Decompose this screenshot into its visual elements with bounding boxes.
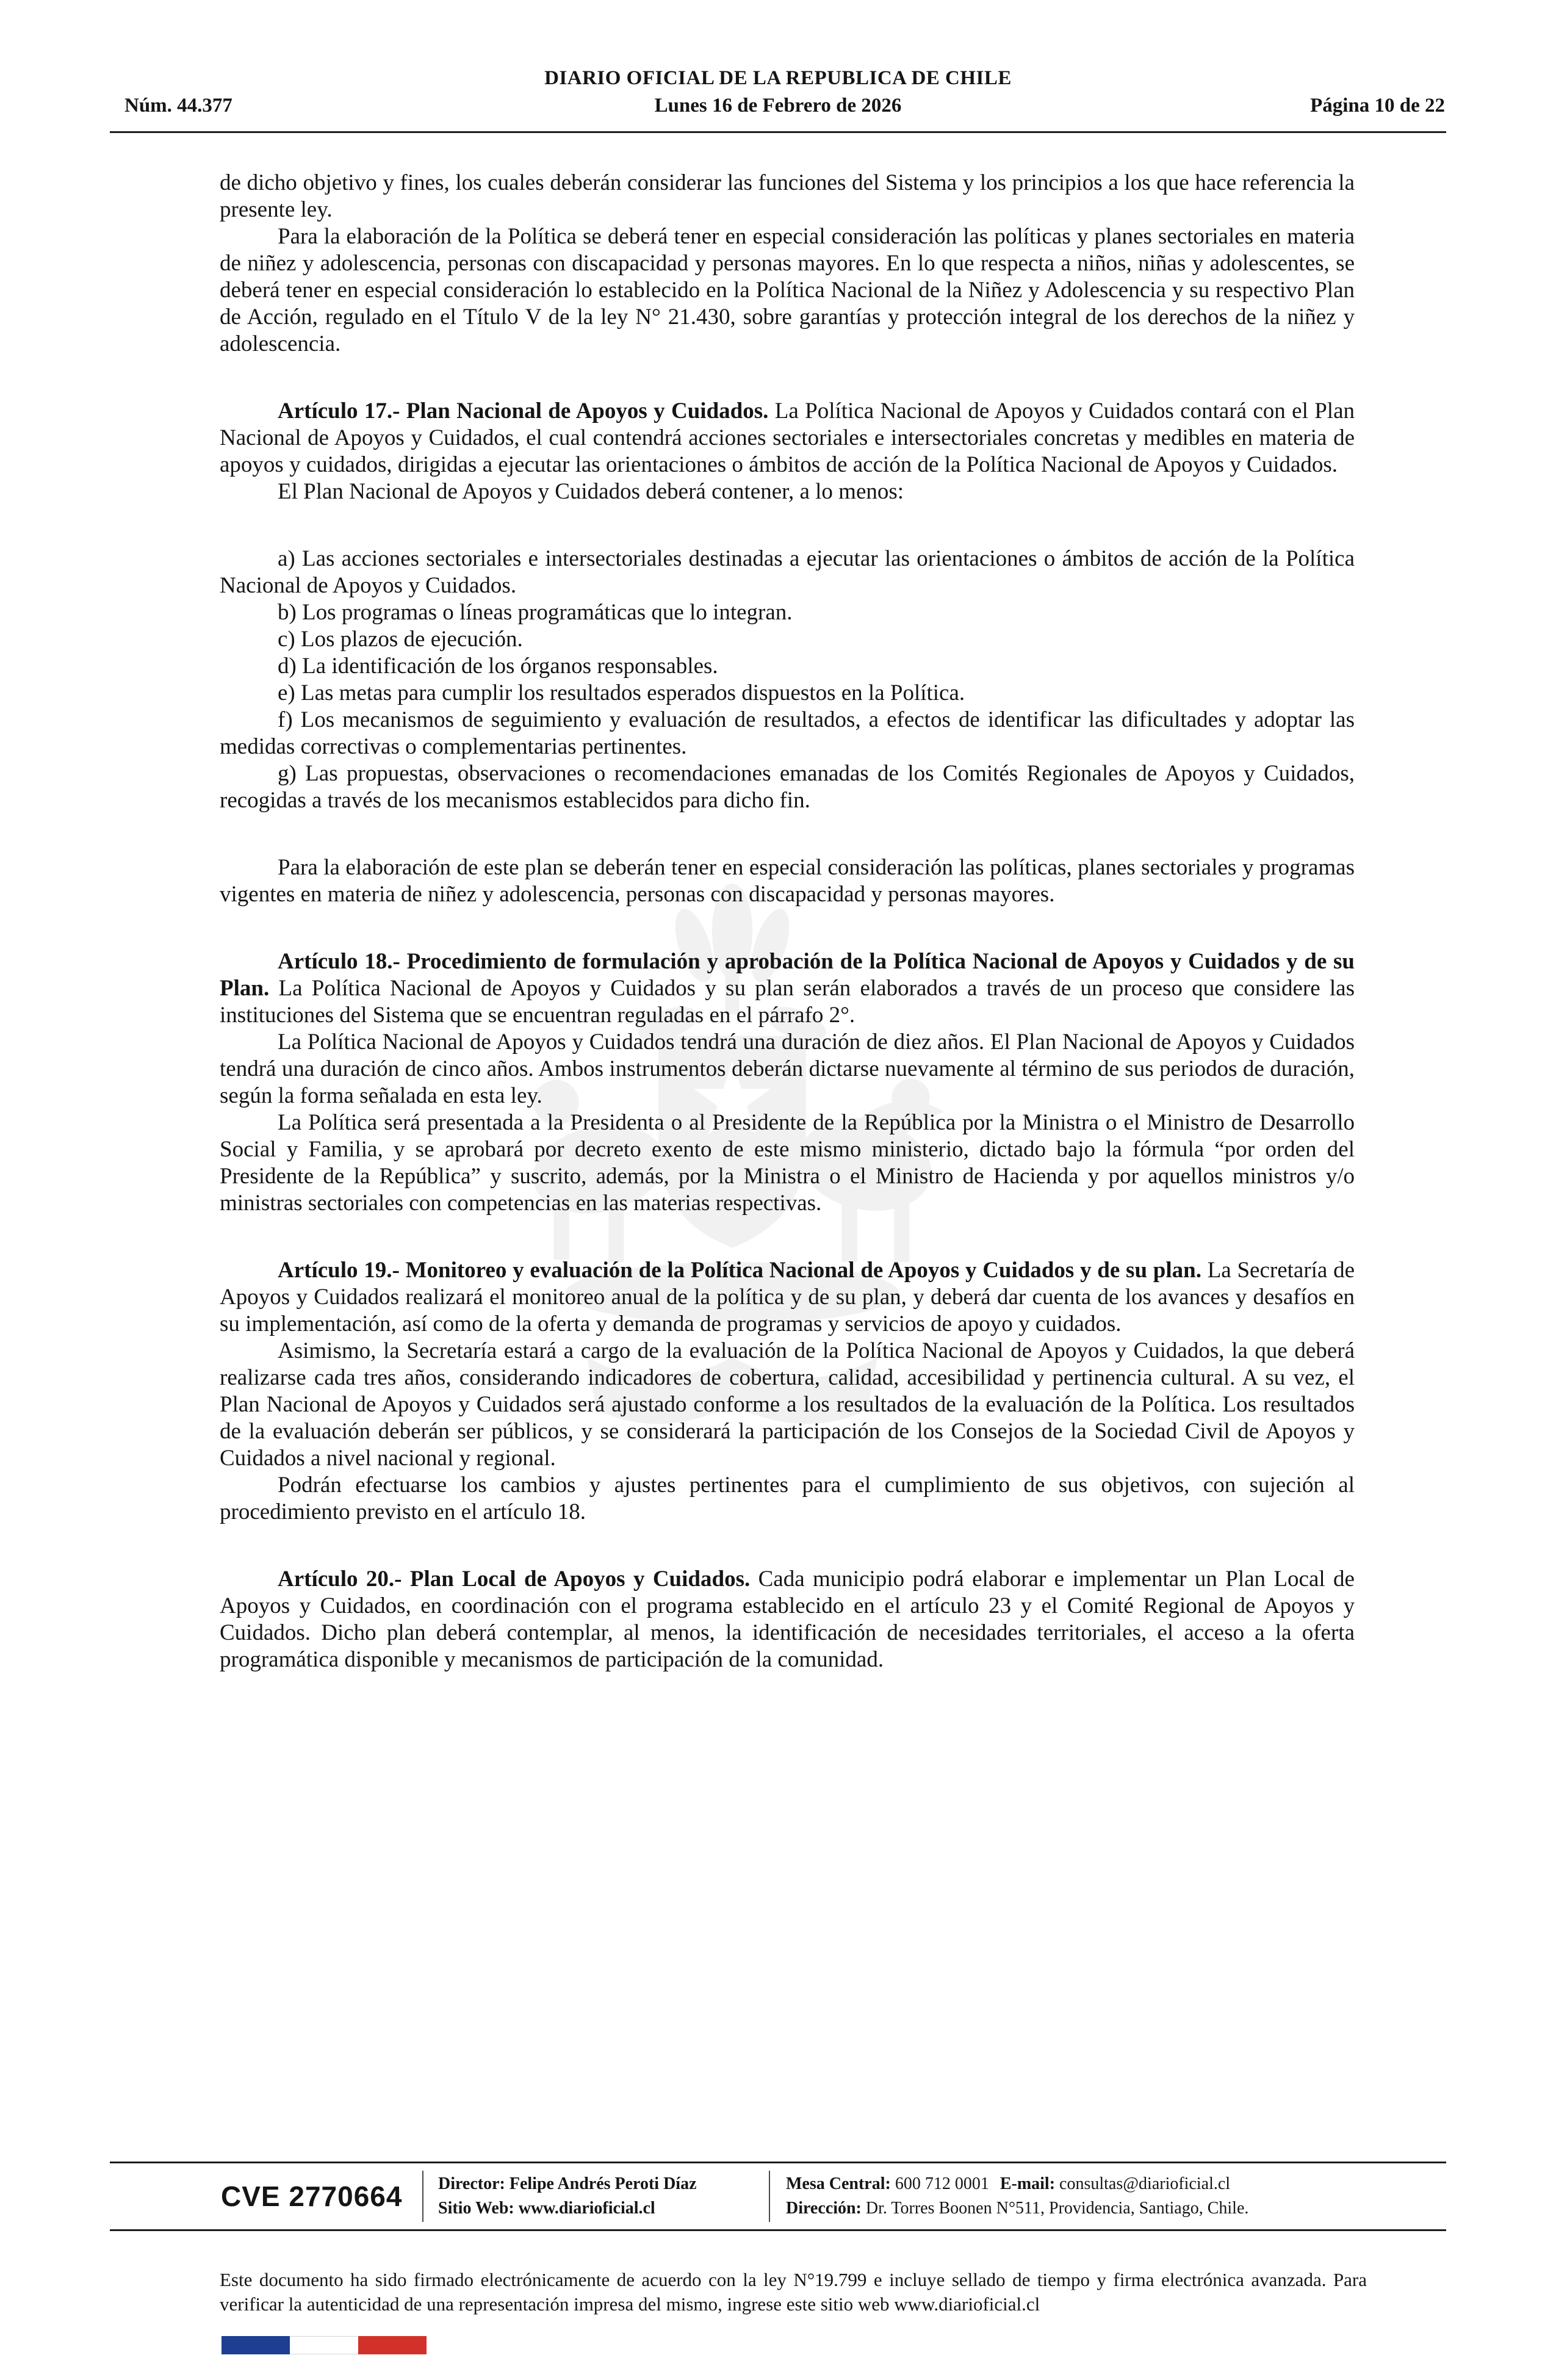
- phone-label: Mesa Central:: [786, 2174, 891, 2193]
- email-label: E-mail:: [1000, 2174, 1056, 2193]
- email-value: consultas@diarioficial.cl: [1055, 2174, 1231, 2193]
- director-label: Director:: [438, 2174, 505, 2193]
- list-item-b: [220, 599, 1355, 626]
- website-line: [438, 2196, 763, 2221]
- issue-number: Núm. 44.377: [124, 95, 232, 117]
- masthead-title: DIARIO OFICIAL DE LA REPUBLICA DE CHILE: [544, 67, 1012, 89]
- edition-date: Lunes 16 de Febrero de 2026: [654, 95, 902, 117]
- paragraph-text: La Política Nacional de Apoyos y Cuidados y su plan serán elaborados a través de un proceso que considere las instituciones del Sistema que se encuentran reguladas en el párrafo 2°.: [220, 976, 1355, 1028]
- article-body: [220, 170, 1355, 1673]
- article-18-heading: Artículo 18.- Procedimiento de formulación y aprobación de la Política Nacional de Apoyos y Cuidados y de su Plan.: [220, 949, 1355, 1001]
- list-item-g: [220, 760, 1355, 814]
- signature-disclaimer: Este documento ha sido firmado electrónicamente de acuerdo con la ley N°19.799 e incluye sellado de tiempo y firma electrónica avanzada. Para verificar la autenticidad de una representación impresa del mismo, ingrese este sitio web www.diarioficial.cl: [220, 2269, 1367, 2315]
- paragraph-article-19: [220, 1257, 1355, 1338]
- paragraph-text: de dicho objetivo y fines, los cuales deberán considerar las funciones del Sistema y los principios a los que hace referencia la presente ley.: [220, 170, 1355, 222]
- list-item-e: [220, 680, 1355, 707]
- chile-flag: [222, 2336, 427, 2354]
- paragraph-text: La Política Nacional de Apoyos y Cuidados contará con el Plan Nacional de Apoyos y Cuidados, el cual contendrá acciones sectoriales e intersectoriales concretas y medibles en materia de apoyos y cuidados, dirigidas a ejecutar las orientaciones o ámbitos de acción de la Política Nacional de Apoyos y Cuidados.: [220, 398, 1355, 477]
- cve-code: CVE 2770664: [221, 2180, 403, 2212]
- paragraph-text: f) Los mecanismos de seguimiento y evaluación de resultados, a efectos de identificar las dificultades y adoptar las medidas correctivas o complementarias pertinentes.: [220, 707, 1355, 759]
- address-value: Dr. Torres Boonen N°511, Providencia, Santiago, Chile.: [861, 2199, 1249, 2218]
- website-value: www.diarioficial.cl: [514, 2199, 655, 2218]
- address-label: Dirección:: [786, 2199, 862, 2218]
- phone-value: 600 712 0001: [890, 2174, 989, 2193]
- paragraph-text: d) La identificación de los órganos responsables.: [278, 654, 718, 679]
- list-item-f: [220, 707, 1355, 760]
- list-item-d: [220, 653, 1355, 680]
- paragraph: [220, 1472, 1355, 1526]
- footer-director-column: [422, 2171, 769, 2222]
- paragraph-text: La Secretaría de Apoyos y Cuidados realizará el monitoreo anual de la política y de su plan, y deberá dar cuenta de los avances y desafíos en su implementación, así como de la oferta y demanda de programas y servicios de apoyo y cuidados.: [220, 1258, 1355, 1336]
- header-row: [110, 95, 1446, 121]
- paragraph-text: Asimismo, la Secretaría estará a cargo de la evaluación de la Política Nacional de Apoyos y Cuidados, la que deberá realizarse cada tres años, considerando indicadores de cobertura, calidad, accesibilidad y pertinencia cultural. A su vez, el Plan Nacional de Apoyos y Cuidados será ajustado conforme a los resultados de la evaluación de la Política. Los resultados de la evaluación deberán ser públicos, y se considerará la participación de los Consejos de la Sociedad Civil de Apoyos y Cuidados a nivel nacional y regional.: [220, 1338, 1355, 1471]
- paragraph: [220, 223, 1355, 358]
- footer-box: [110, 2162, 1446, 2231]
- article-19-heading: Artículo 19.- Monitoreo y evaluación de la Política Nacional de Apoyos y Cuidados y de su plan.: [278, 1258, 1201, 1283]
- flag-white-band: [290, 2336, 358, 2354]
- phone-email-line: [786, 2172, 1446, 2196]
- footer-contact-column: [769, 2171, 1446, 2222]
- paragraph-text: a) Las acciones sectoriales e intersectoriales destinadas a ejecutar las orientaciones o ámbitos de acción de la Política Nacional de Apoyos y Cuidados.: [220, 546, 1355, 598]
- paragraph-article-17: [220, 398, 1355, 478]
- paragraph-text: e) Las metas para cumplir los resultados esperados dispuestos en la Política.: [278, 680, 965, 705]
- paragraph-text: La Política será presentada a la Presidenta o al Presidente de la República por la Ministra o el Ministro de Desarrollo Social y Familia, y se aprobará por decreto exento de este mismo ministerio, dictado bajo la fórmula “por orden del Presidente de la República” y suscrito, además, por la Ministra o el Ministro de Hacienda y por aquellos ministros y/o ministras sectoriales con competencias en las materias respectivas.: [220, 1110, 1355, 1216]
- article-20-heading: Artículo 20.- Plan Local de Apoyos y Cuidados.: [278, 1567, 751, 1592]
- paragraph: [220, 1109, 1355, 1217]
- paragraph: [220, 478, 1355, 505]
- paragraph-text: b) Los programas o líneas programáticas que lo integran.: [278, 600, 793, 625]
- flag-blue-band: [222, 2336, 290, 2354]
- paragraph-article-18: [220, 948, 1355, 1029]
- paragraph: [220, 1029, 1355, 1109]
- list-item-a: [220, 546, 1355, 599]
- paragraph: [220, 854, 1355, 908]
- footer: [110, 2162, 1446, 2231]
- article-17-heading: Artículo 17.- Plan Nacional de Apoyos y Cuidados.: [278, 398, 769, 424]
- paragraph-text: Para la elaboración de este plan se deberán tener en especial consideración las políticas, planes sectoriales y programas vigentes en materia de niñez y adolescencia, personas con discapacidad y personas mayores.: [220, 855, 1355, 907]
- paragraph: [220, 170, 1355, 223]
- website-label: Sitio Web:: [438, 2199, 514, 2218]
- header-rule: [110, 131, 1446, 133]
- paragraph-text: La Política Nacional de Apoyos y Cuidados tendrá una duración de diez años. El Plan Nacional de Apoyos y Cuidados tendrá una duración de cinco años. Ambos instrumentos deberán dictarse nuevamente al término de sus periodos de duración, según la forma señalada en esta ley.: [220, 1030, 1355, 1108]
- director-line: [438, 2172, 763, 2196]
- paragraph-text: El Plan Nacional de Apoyos y Cuidados deberá contener, a lo menos:: [278, 479, 904, 504]
- paragraph-text: g) Las propuestas, observaciones o recomendaciones emanadas de los Comités Regionales de Apoyos y Cuidados, recogidas a través de los mecanismos establecidos para dicho fin.: [220, 761, 1355, 813]
- list-item-c: [220, 626, 1355, 653]
- paragraph-text: Para la elaboración de la Política se deberá tener en especial consideración las políticas y planes sectoriales en materia de niñez y adolescencia, personas con discapacidad y personas mayores. En lo que respecta a niños, niñas y adolescentes, se deberá tener en especial consideración lo establecido en la Política Nacional de la Niñez y Adolescencia y su respectivo Plan de Acción, regulado en el Título V de la ley N° 21.430, sobre garantías y protección integral de los derechos de la niñez y adolescencia.: [220, 224, 1355, 356]
- paragraph-text: Podrán efectuarse los cambios y ajustes pertinentes para el cumplimiento de sus objetivos, con sujeción al procedimiento previsto en el artículo 18.: [220, 1473, 1355, 1524]
- paragraph-text: c) Los plazos de ejecución.: [278, 627, 523, 652]
- address-line: [786, 2196, 1446, 2221]
- paragraph-article-20: [220, 1566, 1355, 1673]
- page-indicator: Página 10 de 22: [1310, 95, 1445, 117]
- paragraph-text: Cada municipio podrá elaborar e implementar un Plan Local de Apoyos y Cuidados, en coordinación con el programa establecido en el artículo 23 y el Comité Regional de Apoyos y Cuidados. Dicho plan deberá contemplar, al menos, la identificación de necesidades territoriales, el acceso a la oferta programática disponible y mecanismos de participación de la comunidad.: [220, 1567, 1355, 1672]
- director-value: Felipe Andrés Peroti Díaz: [505, 2174, 697, 2193]
- flag-red-band: [358, 2336, 427, 2354]
- paragraph: [220, 1338, 1355, 1472]
